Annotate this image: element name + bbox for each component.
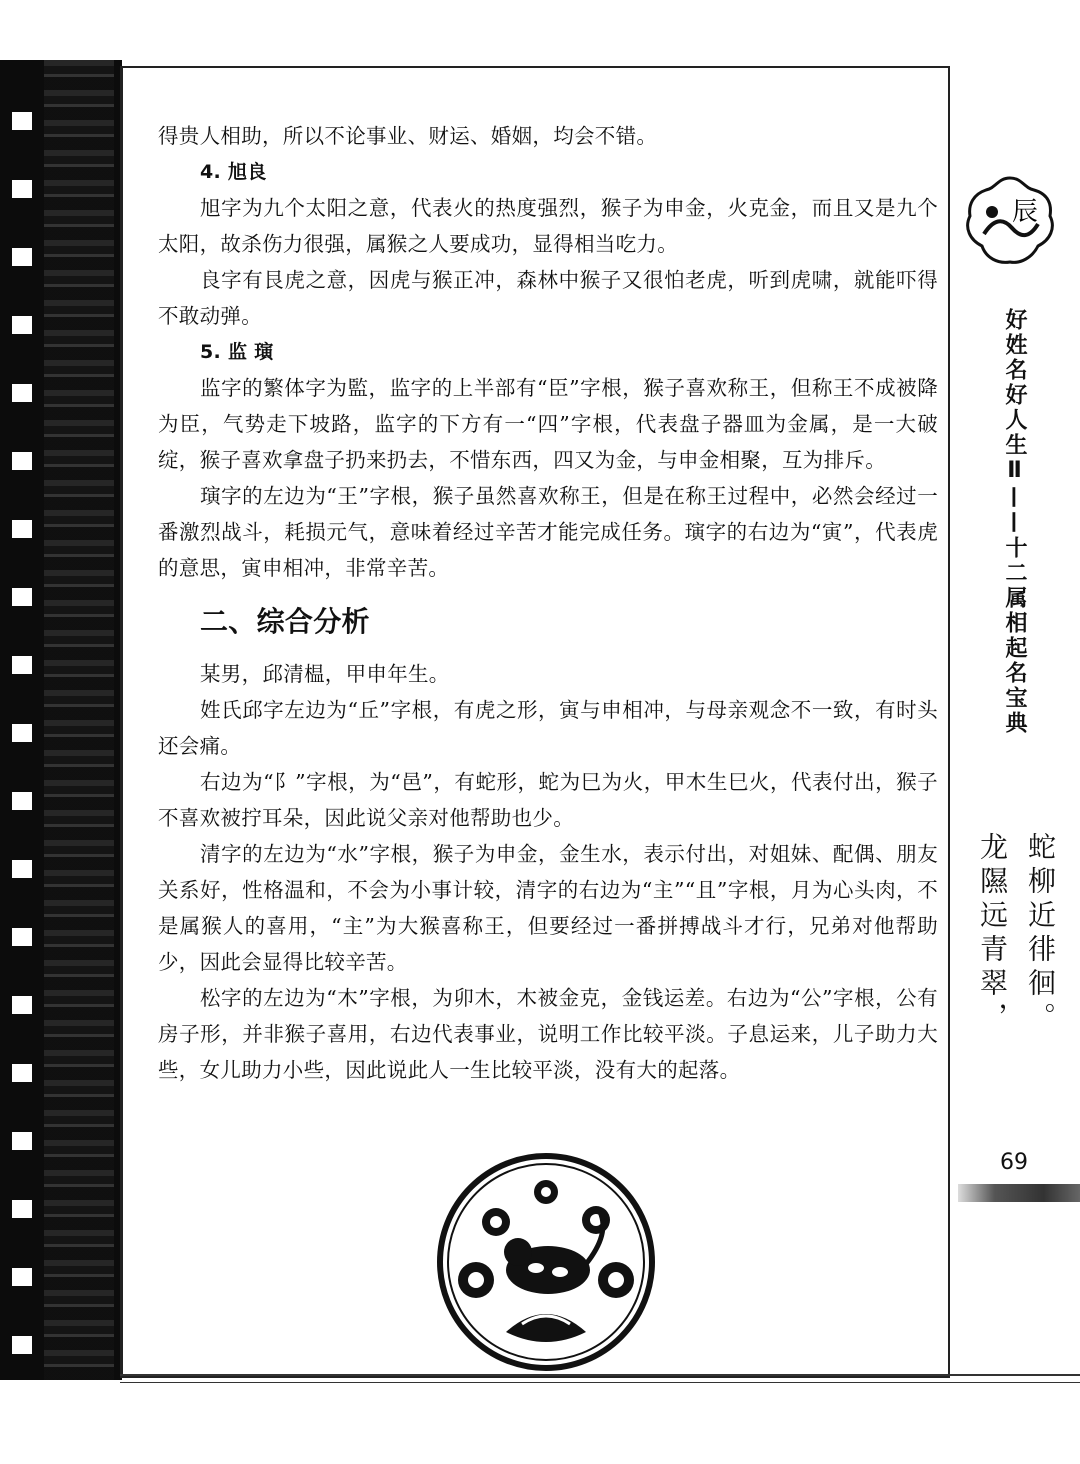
sprocket-hole [12, 452, 32, 470]
sprocket-hole [12, 1064, 32, 1082]
paragraph: 监字的繁体字为監，监字的上半部有“臣”字根，猴子喜欢称王，但称王不成被降为臣，气势走下坡路，监字的下方有一“四”字根，代表盘子器皿为金属，是一大破绽，猴子喜欢拿盘子扔来扔去，不惜东西，四又为金，与申金相聚，互为排斥。 [158, 376, 938, 472]
bottom-rule [120, 1374, 1080, 1383]
filmstrip-border [0, 60, 122, 1380]
book-title: 好姓名好人生Ⅱ——十二属相起名宝典 [1002, 308, 1027, 736]
section-heading: 二、综合分析 [200, 605, 370, 638]
sprocket-hole [12, 112, 32, 130]
sprocket-hole [12, 384, 32, 402]
poem-line-right: 蛇柳近徘徊。 [1024, 832, 1057, 1036]
paragraph: 某男，邱清榅，甲申年生。 [200, 662, 450, 686]
dragon-zodiac-emblem-icon [962, 172, 1058, 268]
filmstrip-texture [44, 60, 114, 1380]
sprocket-hole [12, 996, 32, 1014]
sprocket-hole [12, 792, 32, 810]
sprocket-hole [12, 316, 32, 334]
sprocket-hole [12, 1268, 32, 1286]
sprocket-hole [12, 928, 32, 946]
paragraph: 松字的左边为“木”字根，为卯木，木被金克，金钱运差。右边为“公”字根，公有房子形，并非猴子喜用，右边代表事业，说明工作比较平淡。子息运来，儿子助力大些，女儿助力小些，因此说此人一生比较平淡，没有大的起落。 [158, 986, 938, 1082]
top-margin [0, 0, 1080, 60]
paragraph: 姓氏邱字左边为“丘”字根，有虎之形，寅与申相冲，与母亲观念不一致，有时头还会痛。 [158, 698, 938, 758]
paragraph: 旭字为九个太阳之意，代表火的热度强烈，猴子为申金，火克金，而且又是九个太阳，故杀伤力很强，属猴之人要成功，显得相当吃力。 [158, 196, 938, 256]
sprocket-hole [12, 588, 32, 606]
paragraph: 璌字的左边为“王”字根，猴子虽然喜欢称王，但是在称王过程中，必然会经过一番激烈战斗，耗损元气，意味着经过辛苦才能完成任务。璌字的右边为“寅”，代表虎的意思，寅申相冲，非常辛苦。 [158, 484, 938, 580]
sprocket-hole [12, 1200, 32, 1218]
paragraph: 右边为“阝”字根，为“邑”，有蛇形，蛇为巳为火，甲木生巳火，代表付出，猴子不喜欢被拧耳朵，因此说父亲对他帮助也少。 [158, 770, 938, 830]
papercut-monkey-medallion-icon [436, 1152, 656, 1372]
logo-char: 辰 [1012, 197, 1039, 227]
sprocket-hole [12, 248, 32, 266]
sprocket-hole [12, 860, 32, 878]
paragraph: 清字的左边为“水”字根，猴子为申金，金生水，表示付出，对姐妹、配偶、朋友关系好，性格温和，不会为小事计较，清字的右边为“主”“且”字根，月为心头肉，不是属猴人的喜用，“主”为大猴喜称王，但要经过一番拼搏战斗才行，兄弟对他帮助少，因此会显得比较辛苦。 [158, 842, 938, 974]
page-tab [958, 1184, 1080, 1202]
subsection-title: 5. 监 璌 [200, 341, 274, 363]
sprocket-hole [12, 1132, 32, 1150]
page-number: 69 [1000, 1150, 1028, 1175]
paragraph: 良字有艮虎之意，因虎与猴正冲，森林中猴子又很怕老虎，听到虎啸，就能吓得不敢动弹。 [158, 268, 938, 328]
sprocket-hole [12, 520, 32, 538]
body-text [158, 118, 938, 1088]
sprocket-hole [12, 1336, 32, 1354]
sprocket-hole [12, 656, 32, 674]
sprocket-hole [12, 180, 32, 198]
sprocket-hole [12, 724, 32, 742]
poem-line-left: 龙隰远青翠， [976, 832, 1009, 1036]
subsection-title: 4. 旭良 [200, 161, 267, 183]
paragraph: 得贵人相助，所以不论事业、财运、婚姻，均会不错。 [158, 124, 658, 148]
